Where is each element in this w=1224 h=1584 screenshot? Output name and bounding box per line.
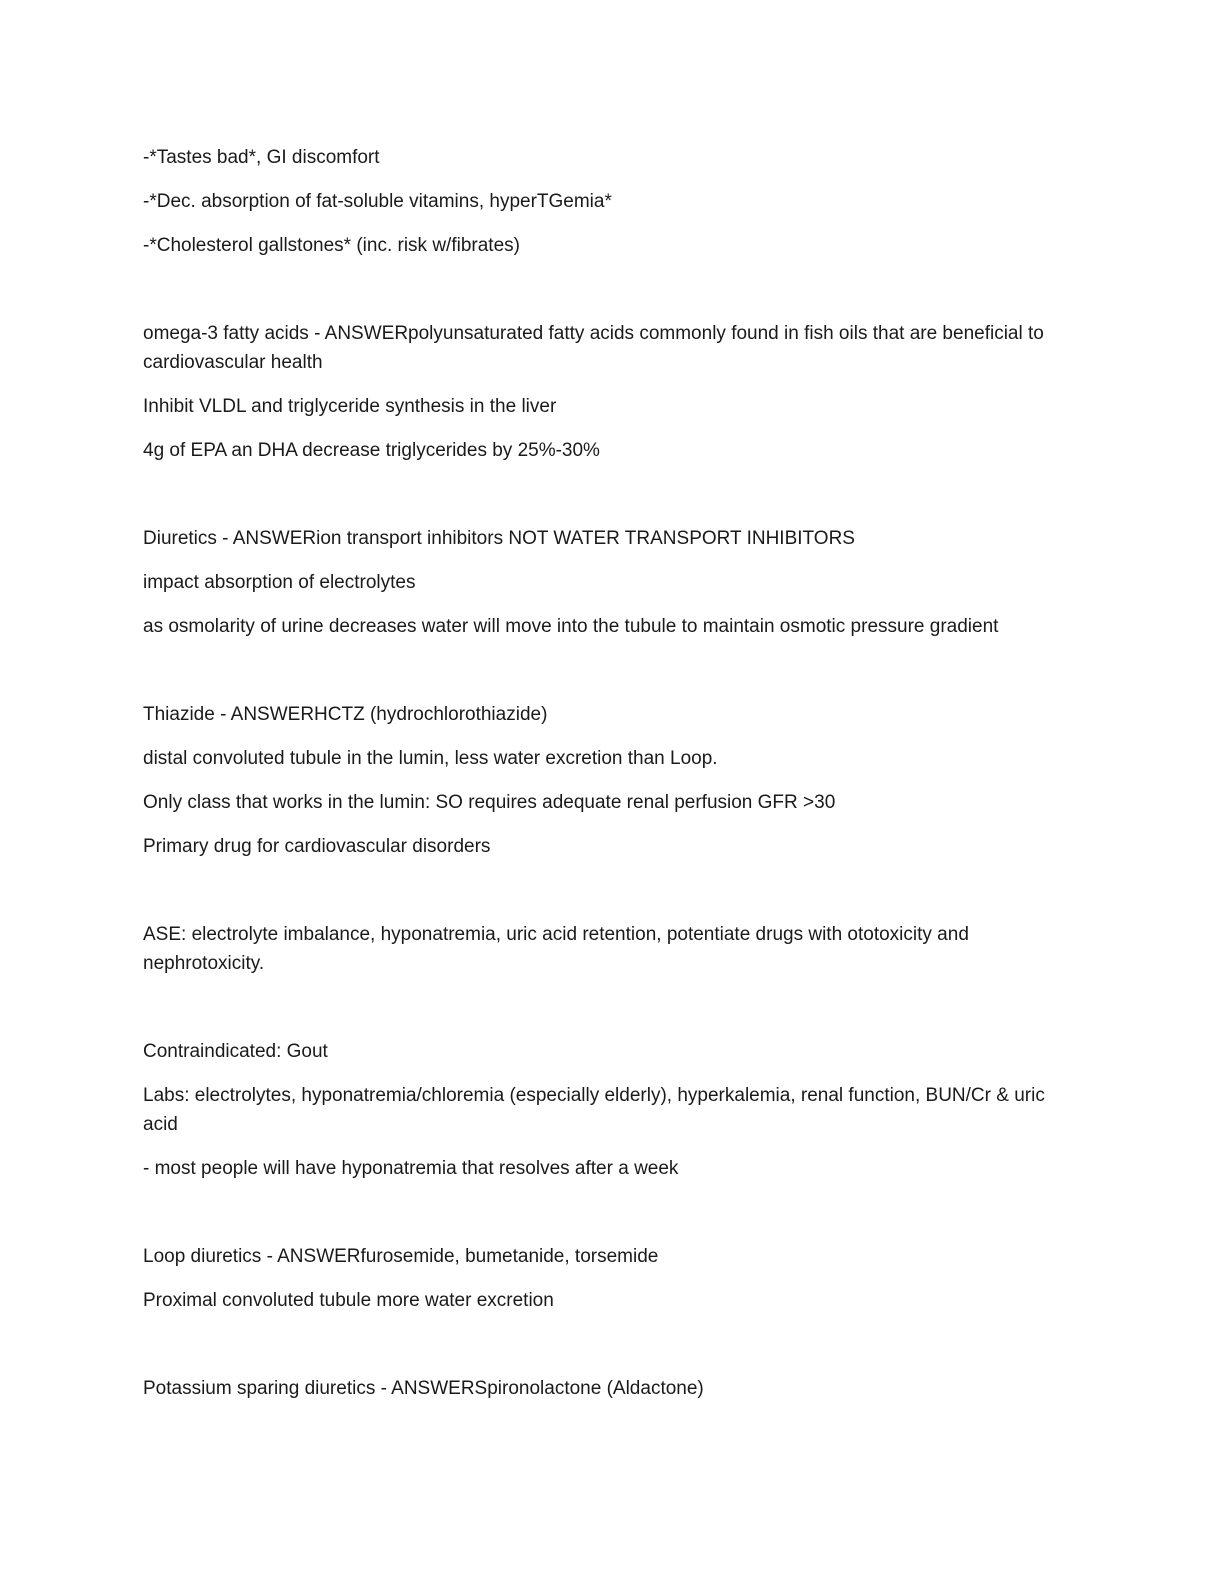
text-line: 4g of EPA an DHA decrease triglycerides by 25%-30%: [143, 440, 600, 461]
text-line: omega-3 fatty acids - ANSWERpolyunsaturated fatty acids commonly found in fish oils that are beneficial to cardiovascular health: [143, 323, 1044, 373]
bile-acid-sequestrant-adverse-effects: [143, 143, 1083, 260]
paragraph-gap: [143, 1198, 1083, 1242]
text-line: -*Tastes bad*, GI discomfort: [143, 147, 380, 168]
text-line: Thiazide - ANSWERHCTZ (hydrochlorothiazide): [143, 704, 548, 725]
text-line: as osmolarity of urine decreases water will move into the tubule to maintain osmotic pressure gradient: [143, 616, 999, 637]
text-line: Only class that works in the lumin: SO requires adequate renal perfusion GFR >30: [143, 792, 836, 813]
omega-3-section: [143, 319, 1083, 465]
text-line: Proximal convoluted tubule more water excretion: [143, 1290, 554, 1311]
loop-diuretics-section: [143, 1242, 1083, 1315]
contraindications-labs-section: [143, 1037, 1083, 1183]
text-line: Labs: electrolytes, hyponatremia/chloremia (especially elderly), hyperkalemia, renal function, BUN/Cr & uric acid: [143, 1085, 1045, 1135]
paragraph-gap: [143, 876, 1083, 920]
potassium-sparing-section: [143, 1374, 1083, 1403]
text-line: -*Dec. absorption of fat-soluble vitamins, hyperTGemia*: [143, 191, 612, 212]
text-line: Contraindicated: Gout: [143, 1041, 328, 1062]
text-line: impact absorption of electrolytes: [143, 572, 416, 593]
text-line: -*Cholesterol gallstones* (inc. risk w/fibrates): [143, 235, 520, 256]
document-body: [143, 143, 1083, 1418]
text-line: Potassium sparing diuretics - ANSWERSpironolactone (Aldactone): [143, 1378, 704, 1399]
paragraph-gap: [143, 1330, 1083, 1374]
text-line: Loop diuretics - ANSWERfurosemide, bumetanide, torsemide: [143, 1246, 659, 1267]
text-line: Diuretics - ANSWERion transport inhibitors NOT WATER TRANSPORT INHIBITORS: [143, 528, 855, 549]
thiazide-section: [143, 700, 1083, 861]
text-line: distal convoluted tubule in the lumin, less water excretion than Loop.: [143, 748, 718, 769]
text-line: - most people will have hyponatremia that resolves after a week: [143, 1158, 679, 1179]
paragraph-gap: [143, 275, 1083, 319]
paragraph-gap: [143, 656, 1083, 700]
paragraph-gap: [143, 480, 1083, 524]
text-line: Inhibit VLDL and triglyceride synthesis in the liver: [143, 396, 557, 417]
text-line: Primary drug for cardiovascular disorders: [143, 836, 491, 857]
text-line: ASE: electrolyte imbalance, hyponatremia, uric acid retention, potentiate drugs with ototoxicity and nephrotoxicity.: [143, 924, 969, 974]
paragraph-gap: [143, 993, 1083, 1037]
diuretics-section: [143, 524, 1083, 641]
adverse-effects-section: [143, 920, 1083, 978]
